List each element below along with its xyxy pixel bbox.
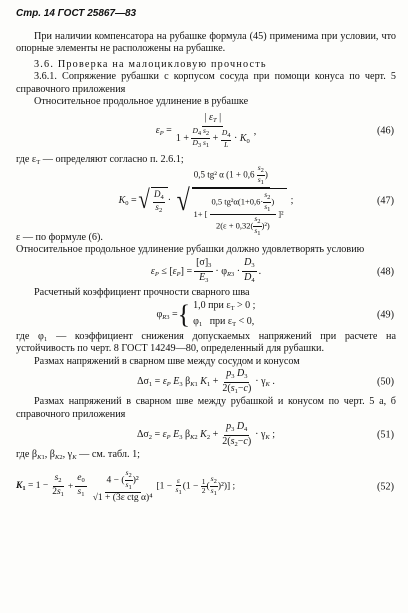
where-beta-text: — см. табл. 1;	[79, 449, 141, 461]
equation-number-47: (47)	[377, 195, 394, 207]
equation-number-50: (50)	[377, 376, 394, 388]
section-heading-3-6: 3.6. Проверка на малоцикловую прочность	[34, 58, 267, 70]
equation-number-52: (52)	[377, 481, 394, 492]
equation-48: $\varepsilon_P \le [\varepsilon_P]$ = $\frac{[\sigma]_3}{E_3}$ · $\varphi_{R3}$ · $\frac{D_3}{D_4}$ . (48)	[150, 257, 394, 285]
equation-47: $K_0$ = √ $D_4$ $s_2$ · 0,5 tg² α (1 + 0,6 $\frac{s_2}{s_1}$ ) √ 1+ [ 0,5 tg²α(1+0,6· $\frac{s_2}{s_1}$ ) 2(ε + 0,32( $\frac{s_2}{s_1}$ )²) ]² ; (47)	[118, 162, 394, 237]
page-header: Стр. 14 ГОСТ 25867—83	[16, 8, 137, 19]
equation-number-49: (49)	[377, 309, 394, 321]
paragraph-range-vessel-cone: Размах напряжений в сварном шве между сосудом и конусом	[34, 355, 300, 367]
paragraph-3-6-1: 3.6.1. Сопряжение рубашки с корпусом сосуда при помощи конуса по черт. 5 справочного приложения	[16, 71, 396, 95]
document-page: Стр. 14 ГОСТ 25867—83 При наличии компенсатора на рубашке формула (45) применима при условии, что опорные элементы не расположены на рубашке. 3.6. Проверка на малоцикловую прочность 3.6.1. Сопряжение рубашки с корпусом сосуда при помощи конуса по черт. 5 справочного приложения Относительное продольное удлинение в рубашке $\varepsilon_P$ = | $\varepsilon_T$ | 1 + $\frac{D_4 s_2}{D_3 s_1}$ + $\frac{D_4}{L}$ · $K_0$ , (46) где $\varepsilon_T$ — определяют согласно п. 2.6.1; $K_0$ = √ $D_4$ $s_2$ · 0,5 tg² α (1 + 0,6 $\frac{s_2}{s_1}$ ) √ 1+ [ 0,5 tg²α(1+0,6· $\frac{s_2}{s_1}$ ) 2(ε + 0,32( $\frac{s_2}{s_1}$ )²) ]² ; (47) ε — по формуле (6). Относительное продольное удлинение рубашки должно удовлетворять условию $\varepsilon_P \le [\varepsilon_P]$ = $\frac{[\sigma]_3}{E_3}$ · $\varphi_{R3}$ · $\frac{D_3}{D_4}$ . (48) Расчетный коэффициент прочности сварного шва $\varphi_{R3}$ = { 1,0 при $\varepsilon_T > 0$ ; $\varphi_1$ при $\varepsilon_T < 0$, (49) где φ₁ — коэффициент снижения допускаемых напряжений при расчете на устойчивость по черт. 8 ГОСТ 14249—80, определенный для рубашки. Размах напряжений в сварном шве между сосудом и конусом $\Delta\sigma_1 = \varepsilon_P$ $E_3$ $\beta_{K1}$ $K_1$ + $\frac{p_3 D_3}{2(s_1-c)}$ · $\gamma_K$ . (50) Размах напряжений в сварном шве между рубашкой и конусом по черт. 5 а, б справочного приложения $\Delta\sigma_2 = \varepsilon_P$ $E_3$ $\beta_{K2}$ $K_2$ + $\frac{p_3 D_4}{2(s_2-c)}$ · $\gamma_K$ ; (51) где $\beta_{K1}$, $\beta_{K2}$, $\gamma_K$ — см. табл. 1; $K_1 = 1$ − $\frac{s_2}{2s_1}$ + $\frac{e_0}{s_1}$ 4 − ( $\frac{s_2}{s_1}$ )² √1 + (3ε ctg α)⁴ [1 − $\frac{\varepsilon}{s_1}$ (1 − $\frac{1}{2}$ ( $\frac{s_2}{s_1}$ )²)] ; (52)	[0, 0, 408, 613]
paragraph-relative-elongation: Относительное продольное удлинение в рубашке	[34, 96, 249, 108]
case-2-text: при ε	[209, 316, 233, 328]
equation-number-51: (51)	[377, 429, 394, 441]
equation-51: $\Delta\sigma_2 = \varepsilon_P$ $E_3$ $\beta_{K2}$ $K_2$ + $\frac{p_3 D_4}{2(s_2-c)}$ · $\gamma_K$ ; (51)	[136, 420, 394, 448]
equation-52: $K_1 = 1$ − $\frac{s_2}{2s_1}$ + $\frac{e_0}{s_1}$ 4 − ( $\frac{s_2}{s_1}$ )² √1 + (3ε ctg α)⁴ [1 − $\frac{\varepsilon}{s_1}$ (1 − $\frac{1}{2}$ ( $\frac{s_2}{s_1}$ )²)] ; (52)	[16, 468, 394, 503]
equation-49: $\varphi_{R3}$ = { 1,0 при $\varepsilon_T > 0$ ; $\varphi_1$ при $\varepsilon_T < 0$, (49)	[156, 300, 394, 330]
paragraph-compensator: При наличии компенсатора на рубашке формула (45) применима при условии, что опорные элементы не расположены на рубашке.	[16, 31, 396, 55]
equation-number-48: (48)	[377, 266, 394, 278]
where-beta-label: где β	[16, 449, 38, 461]
equation-number-46: (46)	[377, 125, 394, 137]
equation-50: $\Delta\sigma_1 = \varepsilon_P$ $E_3$ $\beta_{K1}$ $K_1$ + $\frac{p_3 D_3}{2(s_1-c)}$ · $\gamma_K$ . (50)	[137, 367, 394, 395]
where-eT-text: — определяют согласно п. 2.6.1;	[40, 154, 184, 166]
paragraph-weld-coefficient: Расчетный коэффициент прочности сварного шва	[34, 286, 250, 298]
paragraph-condition: Относительное продольное удлинение рубашки должно удовлетворять условию	[16, 244, 365, 256]
where-eT-label: где ε	[16, 154, 37, 166]
equation-46: $\varepsilon_P$ = | $\varepsilon_T$ | 1 + $\frac{D_4 s_2}{D_3 s_1}$ + $\frac{D_4}{L}$ · $K_0$ , (46)	[155, 112, 394, 150]
paragraph-range-jacket-cone: Размах напряжений в сварном шве между рубашкой и конусом по черт. 5 а, б справочного приложения	[16, 396, 396, 420]
where-phi-text: где φ₁ — коэффициент снижения допускаемых напряжений при расчете на устойчивость по черт. 8 ГОСТ 14249—80, определенный для рубашки.	[16, 331, 396, 355]
eps-definition: ε — по формуле (6).	[16, 231, 103, 243]
case-1-text: 1,0 при ε	[193, 300, 231, 312]
